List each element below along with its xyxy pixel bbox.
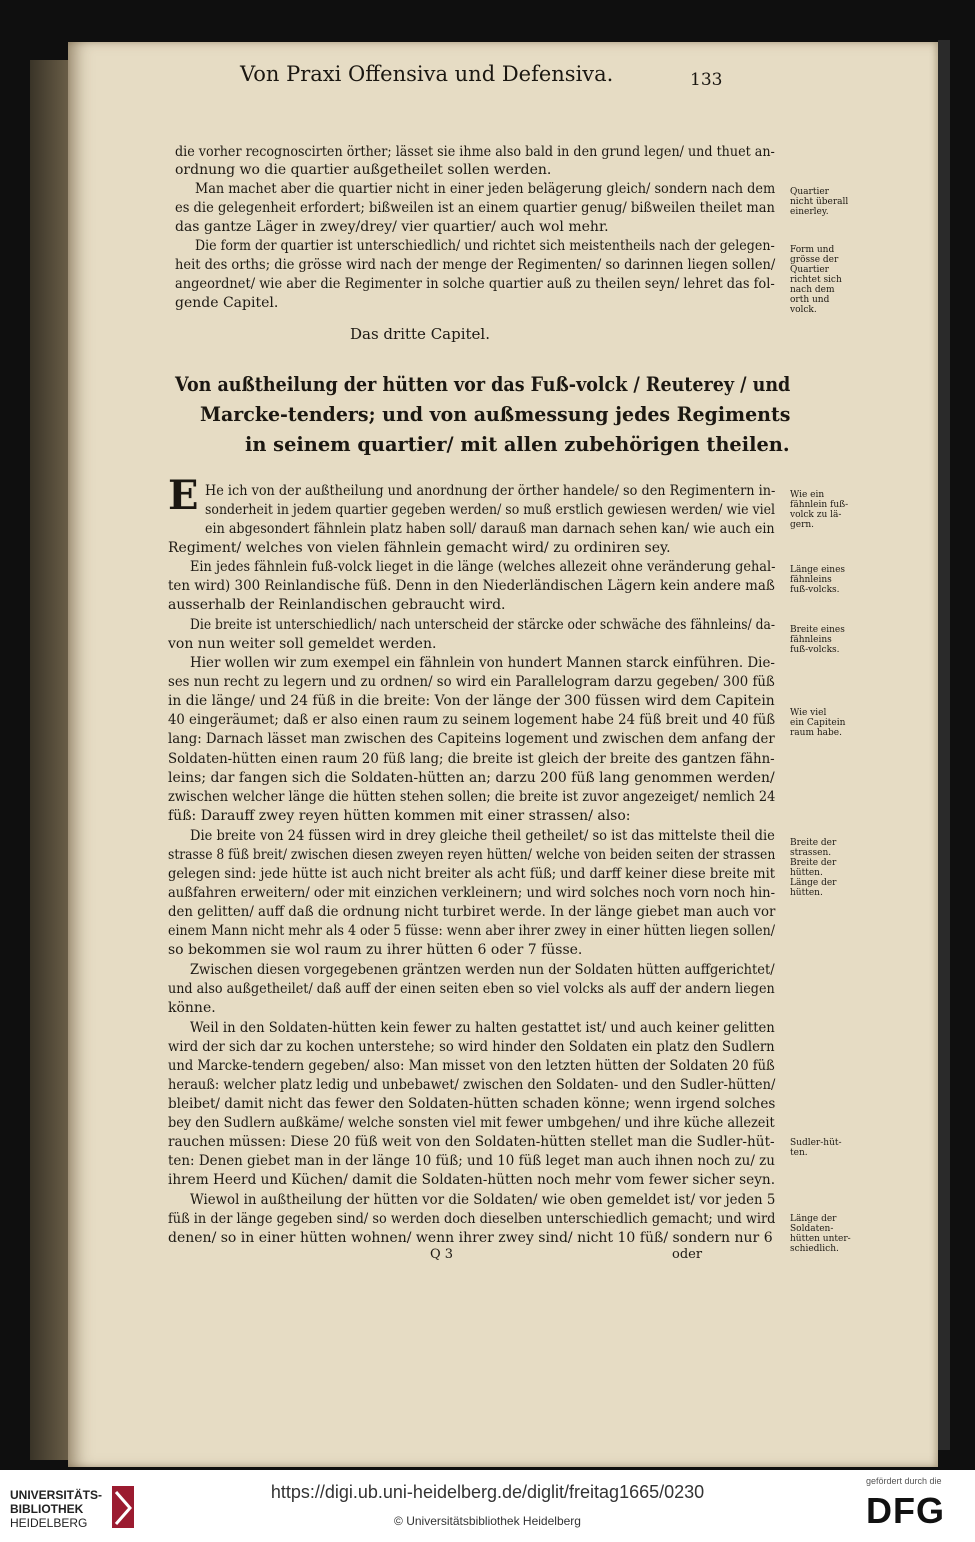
text-line: das gantze Läger in zwey/drey/ vier quartier/ auch wol mehr. [175,219,609,235]
text-line: einem Mann nicht mehr als 4 oder 5 füsse: wenn aber ihrer zwey in einer hütten liegen sollen/ [168,923,775,939]
text-line: sonderheit in jedem quartier gegeben werden/ so muß erstlich gewiesen werden/ wie viel [205,502,775,518]
margin-note: Breite eines fähnleins fuß-volcks. [790,625,845,655]
text-line: den gelitten/ auff daß die ordnung nicht turbiret werde. In der länge giebet man auch vor [168,904,776,920]
text-line: ihrem Heerd und Küchen/ damit die Soldaten-hütten noch mehr vom fewer sicher seyn. [168,1172,776,1188]
funding-note: gefördert durch die [866,1476,942,1486]
text-line: strasse 8 füß breit/ zwischen diesen zweyen reyen hütten/ welche von beiden seiten der strassen [168,847,776,863]
text-line: und also außgetheilet/ daß auff der einen seiten eben so viel volcks als auff der andern liegen [168,981,775,997]
text-line: bleibet/ damit nicht das fewer den Soldaten-hütten schaden könne; wenn irgend solches [168,1096,776,1112]
text-line: He ich von der außtheilung und anordnung der örther handele/ so den Regimentern in- [205,483,776,499]
margin-note: Wie viel ein Capitein raum habe. [790,708,846,738]
text-line: herauß: welcher platz ledig und unbebawet/ zwischen den Soldaten- und den Sudler-hütten/ [168,1077,776,1093]
text-line: ordnung wo die quartier außgetheilet sollen werden. [175,162,552,178]
text-line: lang: Darnach lässet man zwischen des Capiteins logement und zwischen dem anfang der [168,731,775,747]
text-line: leins; dar fangen sich die Soldaten-hütten an; darzu 200 füß lang genommen werden/ [168,770,775,786]
facing-page-edge [30,60,70,1460]
drop-cap: E [168,472,199,519]
text-line: Die form der quartier ist unterschiedlich/ und richtet sich meistentheils nach der gelegen- [195,238,775,254]
text-line: Zwischen diesen vorgegebenen gräntzen werden nun der Soldaten hütten auffgerichtet/ [190,962,775,978]
margin-note: Länge eines fähnleins fuß-volcks. [790,565,846,595]
text-line: Soldaten-hütten einen raum 20 füß lang; die breite ist gleich der breite des gantzen fähn- [168,751,775,767]
text-line: die vorher recognoscirten örther; lässet sie ihme also bald in den grund legen/ und thuet an- [175,144,775,160]
margin-note: Sudler-hüt- ten. [790,1138,842,1158]
catchword: oder [672,1247,703,1262]
chapter-title-line: in seinem quartier/ mit allen zubehörigen theilen. [245,432,790,456]
page-number: 133 [690,70,723,90]
text-line: wird der sich dar zu kochen unterstehe; so wird hinder den Soldaten ein platz den Sudlern [168,1039,775,1055]
text-line: könne. [168,1000,216,1016]
signature-mark: Q 3 [430,1247,454,1262]
text-line: zwischen welcher länge die hütten stehen sollen; die breite ist zuvor angezeiget/ nemlich 24 [168,789,776,805]
chapter-title-line: Marcke-tenders; und von außmessung jedes Regiments [200,402,791,426]
text-line: Weil in den Soldaten-hütten kein fewer zu halten gestattet ist/ und auch keiner gelitten [190,1020,775,1036]
text-line: gende Capitel. [175,295,279,311]
text-line: ses nun recht zu legern und zu ordnen/ so wird ein Parallelogram darzu gegeben/ 300 füß [168,674,775,690]
margin-note: Form und grösse der Quartier richtet sich nach dem orth und volck. [790,245,842,315]
library-name-line: BIBLIOTHEK [10,1502,84,1516]
text-line: Man machet aber die quartier nicht in einer jeden belägerung gleich/ sondern nach dem [195,181,776,197]
margin-note: Länge der Soldaten- hütten unter- schiedlich. [790,1214,851,1254]
text-line: Wiewol in außtheilung der hütten vor die Soldaten/ wie oben gemeldet ist/ vor jeden 5 [190,1192,776,1208]
chapter-title-line: Von außtheilung der hütten vor das Fuß-volck / Reuterey / und [175,372,791,396]
text-line: heit des orths; die grösse wird nach der menge der Regimenten/ so darinnen liegen sollen/ [175,257,776,273]
library-name-line: HEIDELBERG [10,1516,88,1530]
permalink-url[interactable]: https://digi.ub.uni-heidelberg.de/diglit/freitag1665/0230 [270,1482,705,1502]
text-line: Ein jedes fähnlein fuß-volck lieget in die länge (welches allezeit ohne veränderung gehal- [190,559,776,575]
margin-note: Wie ein fähnlein fuß- volck zu lä- gern. [790,490,849,530]
text-line: 40 eingeräumet; daß er also einen raum zu seinem logement habe 24 füß breit und 40 füß [168,712,776,728]
library-name-line: UNIVERSITÄTS- [10,1488,103,1502]
text-line: bey den Sudlern außkäme/ welche sonsten viel mit fewer umbgehen/ und ihre küche allezeit [168,1115,775,1131]
text-line: außfahren erweitern/ oder mit einzichen verkleinern; und wird solches noch vorn noch hin- [168,885,776,901]
dfg-logo[interactable]: DFG [866,1490,945,1531]
color-scale-strip [938,40,950,1450]
copyright-notice: © Universitätsbibliothek Heidelberg [394,1514,581,1528]
text-line: in die länge/ und 24 füß in die breite: Von der länge der 300 füssen wird dem Capitein [168,693,775,709]
text-line: füß in der länge gegeben sind/ so werden doch dieselben unterschiedlich gemacht; und wird [168,1211,776,1227]
chapter-label: Das dritte Capitel. [350,325,490,343]
text-line: füß: Darauff zwey reyen hütten kommen mit einer strassen/ also: [168,808,631,824]
margin-note: Breite der strassen. Breite der hütten. Länge der hütten. [790,838,837,898]
viewer-footer [0,1470,975,1542]
text-line: Die breite ist unterschiedlich/ nach unterscheid der stärcke oder schwäche des fähnleins/ da- [190,617,776,633]
text-line: rauchen müssen: Diese 20 füß weit von den Soldaten-hütten stellet man die Sudler-hüt- [168,1134,775,1150]
text-line: von nun weiter soll gemeldet werden. [168,636,437,652]
running-header: Von Praxi Offensiva und Defensiva. [240,62,614,86]
text-line: denen/ so in einer hütten wohnen/ wenn ihrer zwey sind/ nicht 10 füß/ sondern nur 6 [168,1230,773,1246]
text-line: ten: Denen giebet man in der länge 10 füß; und 10 füß leget man auch ihnen noch zu/ zu [168,1153,775,1169]
text-line: ein abgesondert fähnlein platz haben soll/ darauß man darnach sehen kan/ wie auch ein [205,521,775,537]
text-line: Die breite von 24 füssen wird in drey gleiche theil getheilet/ so ist das mittelste theil die [190,828,775,844]
text-line: es die gelegenheit erfordert; bißweilen ist an einem quartier genug/ bißweilen theilet man [175,200,775,216]
text-line: Regiment/ welches von vielen fähnlein gemacht wird/ zu ordiniren sey. [168,540,671,556]
margin-note: Quartier nicht überall einerley. [790,187,849,217]
text-line: angeordnet/ wie aber die Regimenter in solche quartier auß zu theilen seyn/ lehret das fol- [175,276,775,292]
text-line: Hier wollen wir zum exempel ein fähnlein von hundert Mannen starck einführen. Die- [190,655,775,671]
text-line: ten wird) 300 Reinlandische füß. Denn in den Niederländischen Lägern kein andere maß [168,578,775,594]
text-line: ausserhalb der Reinlandischen gebraucht wird. [168,597,506,613]
text-line: so bekommen sie wol raum zu ihrer hütten 6 oder 7 füsse. [168,942,583,958]
text-line: und Marcke-tendern gegeben/ also: Man misset von den letzten hütten der Soldaten 20 füß [168,1058,775,1074]
text-line: gelegen sind: jede hütte ist auch nicht breiter als acht füß; und darff keiner diese breite mit [168,866,775,882]
